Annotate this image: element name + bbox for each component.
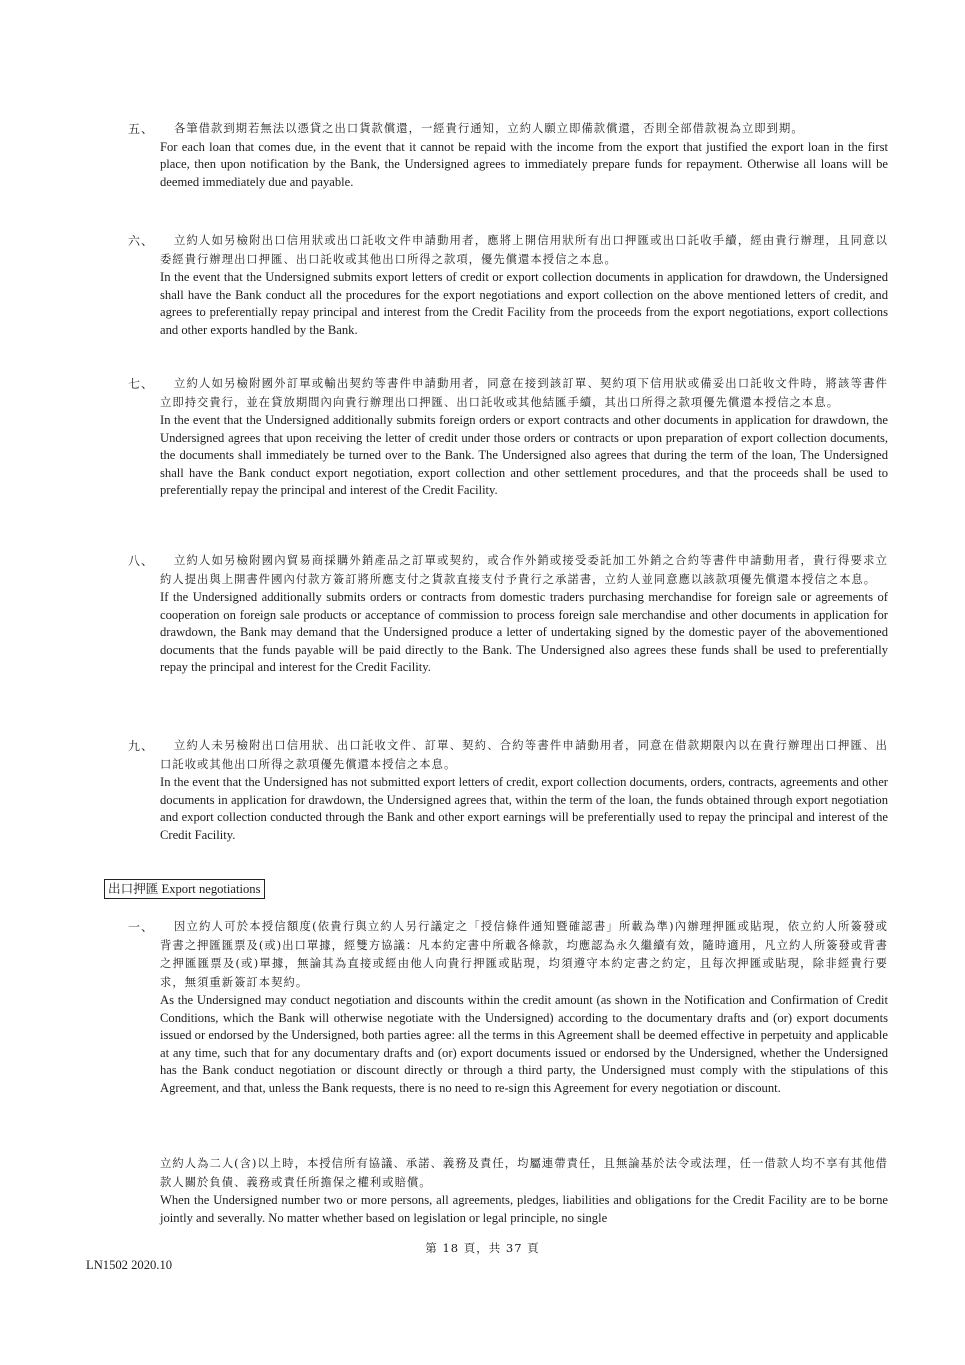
- clause-number: 一、: [128, 920, 155, 934]
- clause-5: [128, 120, 888, 191]
- clause-6: [128, 232, 888, 339]
- clause-number: 八、: [128, 554, 155, 568]
- clause-text-zh: 立約人如另檢附出口信用狀或出口託收文件申請動用者，應將上開信用狀所有出口押匯或出口託收手續，經由貴行辦理，且同意以委經貴行辦理出口押匯、出口託收或其他出口所得之款項，優先償還本授信之本息。: [160, 234, 888, 266]
- clause-number: 六、: [128, 234, 155, 248]
- clause-text-en: In the event that the Undersigned additionally submits foreign orders or export contracts and other documents in application for drawdown, the Undersigned agrees that upon receiving the letter of credit under those orders or contracts or upon preparation of export collection documents, the documents shall immediately be turned over to the Bank. The Undersigned also agrees that during the term of the loan, The Undersigned shall have the Bank conduct export negotiation, export collection and other settlement procedures, and that the proceeds shall be used to preferentially repay the principal and interest of the Credit Facility.: [160, 413, 888, 498]
- clause-text-en: For each loan that comes due, in the event that it cannot be repaid with the income from the export that justified the export loan in the first place, then upon notification by the Bank, the Undersigned agrees to immediately prepare funds for repayment. Otherwise all loans will be deemed immediately due and payable.: [160, 139, 888, 189]
- paragraph-text-zh: 立約人為二人(含)以上時，本授信所有協議、承諾、義務及責任，均屬連帶責任，且無論基於法令或法理，任一借款人均不享有其他借款人關於負債、義務或責任所擔保之權利或賠償。: [160, 1157, 888, 1189]
- clause-text-en: As the Undersigned may conduct negotiation and discounts within the credit amount (as shown in the Notification and Confirmation of Credit Conditions, which the Bank will otherwise negotiate with the Undersigned) according to the documentary drafts and (or) export documents issued or endorsed by the Undersigned, both parties agree: all the terms in this Agreement shall be deemed effective in perpetuity and applicable at any time, such that for any documentary drafts and (or) export documents issued or endorsed by the Undersigned, whether the Undersigned has the Bank conduct negotiation or discount directly or through a third party, the Undersigned must comply with the stipulations of this Agreement, and that, unless the Bank requests, there is no need to re-sign this Agreement for every negotiation or discount.: [160, 993, 888, 1095]
- document-code: LN1502 2020.10: [86, 1258, 173, 1272]
- clause-text-en: In the event that the Undersigned has not submitted export letters of credit, export collection documents, orders, contracts, agreements and other documents in application for drawdown, the Undersigned agrees that, within the term of the loan, the funds obtained through export negotiation and export collection conducted through the Bank and other export earnings will be preferentially used to repay the principal and interest of the Credit Facility.: [160, 775, 888, 842]
- clause-text-en: If the Undersigned additionally submits orders or contracts from domestic traders purchasing merchandise for foreign sale or agreements of cooperation on foreign sale products or acceptance of commission to process foreign sale merchandise and other documents in application for drawdown, the Bank may demand that the Undersigned produce a letter of undertaking signed by the domestic payer of the abovementioned documents that the funds payable will be paid directly to the Bank. The Undersigned also agrees these funds shall be used to preferentially repay the principal and interest for the Credit Facility.: [160, 590, 888, 675]
- clause-text-zh: 各筆借款到期若無法以憑貸之出口貨款償還，一經貴行通知，立約人願立即備款償還，否則全部借款視為立即到期。: [174, 122, 804, 135]
- clause-number: 五、: [128, 122, 155, 136]
- clause-number: 七、: [128, 377, 155, 391]
- clause-text-en: In the event that the Undersigned submits export letters of credit or export collection documents in application for drawdown, the Undersigned shall have the Bank conduct all the procedures for the export negotiations and export collection on the above mentioned letters of credit, and agrees to preferentially repay principal and interest from the Credit Facility from the proceeds from the export negotiations, export collections and other exports handled by the Bank.: [160, 270, 888, 337]
- joint-liability-paragraph: [160, 1155, 888, 1227]
- clause-text-zh: 立約人如另檢附國內貿易商採購外銷產品之訂單或契約，或合作外銷或接受委託加工外銷之合約等書件申請動用者，貴行得要求立約人提出與上開書件國內付款方簽訂將所應支付之貨款直接支付予貴行之承諾書，立約人並同意應以該款項優先償還本授信之本息。: [160, 554, 888, 586]
- paragraph-text-en: When the Undersigned number two or more persons, all agreements, pledges, liabilities and obligations for the Credit Facility are to be borne jointly and severally. No matter whether based on legislation or legal principle, no single: [160, 1193, 888, 1225]
- clause-number: 九、: [128, 739, 155, 753]
- clause-text-zh: 因立約人可於本授信額度(依貴行與立約人另行議定之「授信條件通知暨確認書」所載為準)內辦理押匯或貼現，依立約人所簽發或背書之押匯匯票及(或)出口單據，經雙方協議：凡本約定書中所載各條款，均應認為永久繼續有效，隨時適用，凡立約人所簽發或背書之押匯匯票及(或)單據，無論其為直接或經由他人向貴行押匯或貼現，均須遵守本約定書之約定，且每次押匯或貼現，除非經貴行要求，無須重新簽訂本契約。: [160, 920, 888, 989]
- clause-7: [128, 375, 888, 500]
- section-heading: 出口押匯 Export negotiations: [104, 879, 265, 899]
- page-number: 第 18 頁，共 37 頁: [425, 1241, 540, 1255]
- export-negotiation-clause-1: [128, 918, 888, 1098]
- clause-9: [128, 737, 888, 844]
- clause-text-zh: 立約人如另檢附國外訂單或輸出契約等書件申請動用者，同意在接到該訂單、契約項下信用狀或備妥出口託收文件時，將該等書件立即持交貴行，並在貸放期間內向貴行辦理出口押匯、出口託收或其他結匯手續，其出口所得之款項優先償還本授信之本息。: [160, 377, 888, 409]
- clause-8: [128, 552, 888, 677]
- clause-text-zh: 立約人未另檢附出口信用狀、出口託收文件、訂單、契約、合約等書件申請動用者，同意在借款期限內以在貴行辦理出口押匯、出口託收或其他出口所得之款項優先償還本授信之本息。: [160, 739, 888, 771]
